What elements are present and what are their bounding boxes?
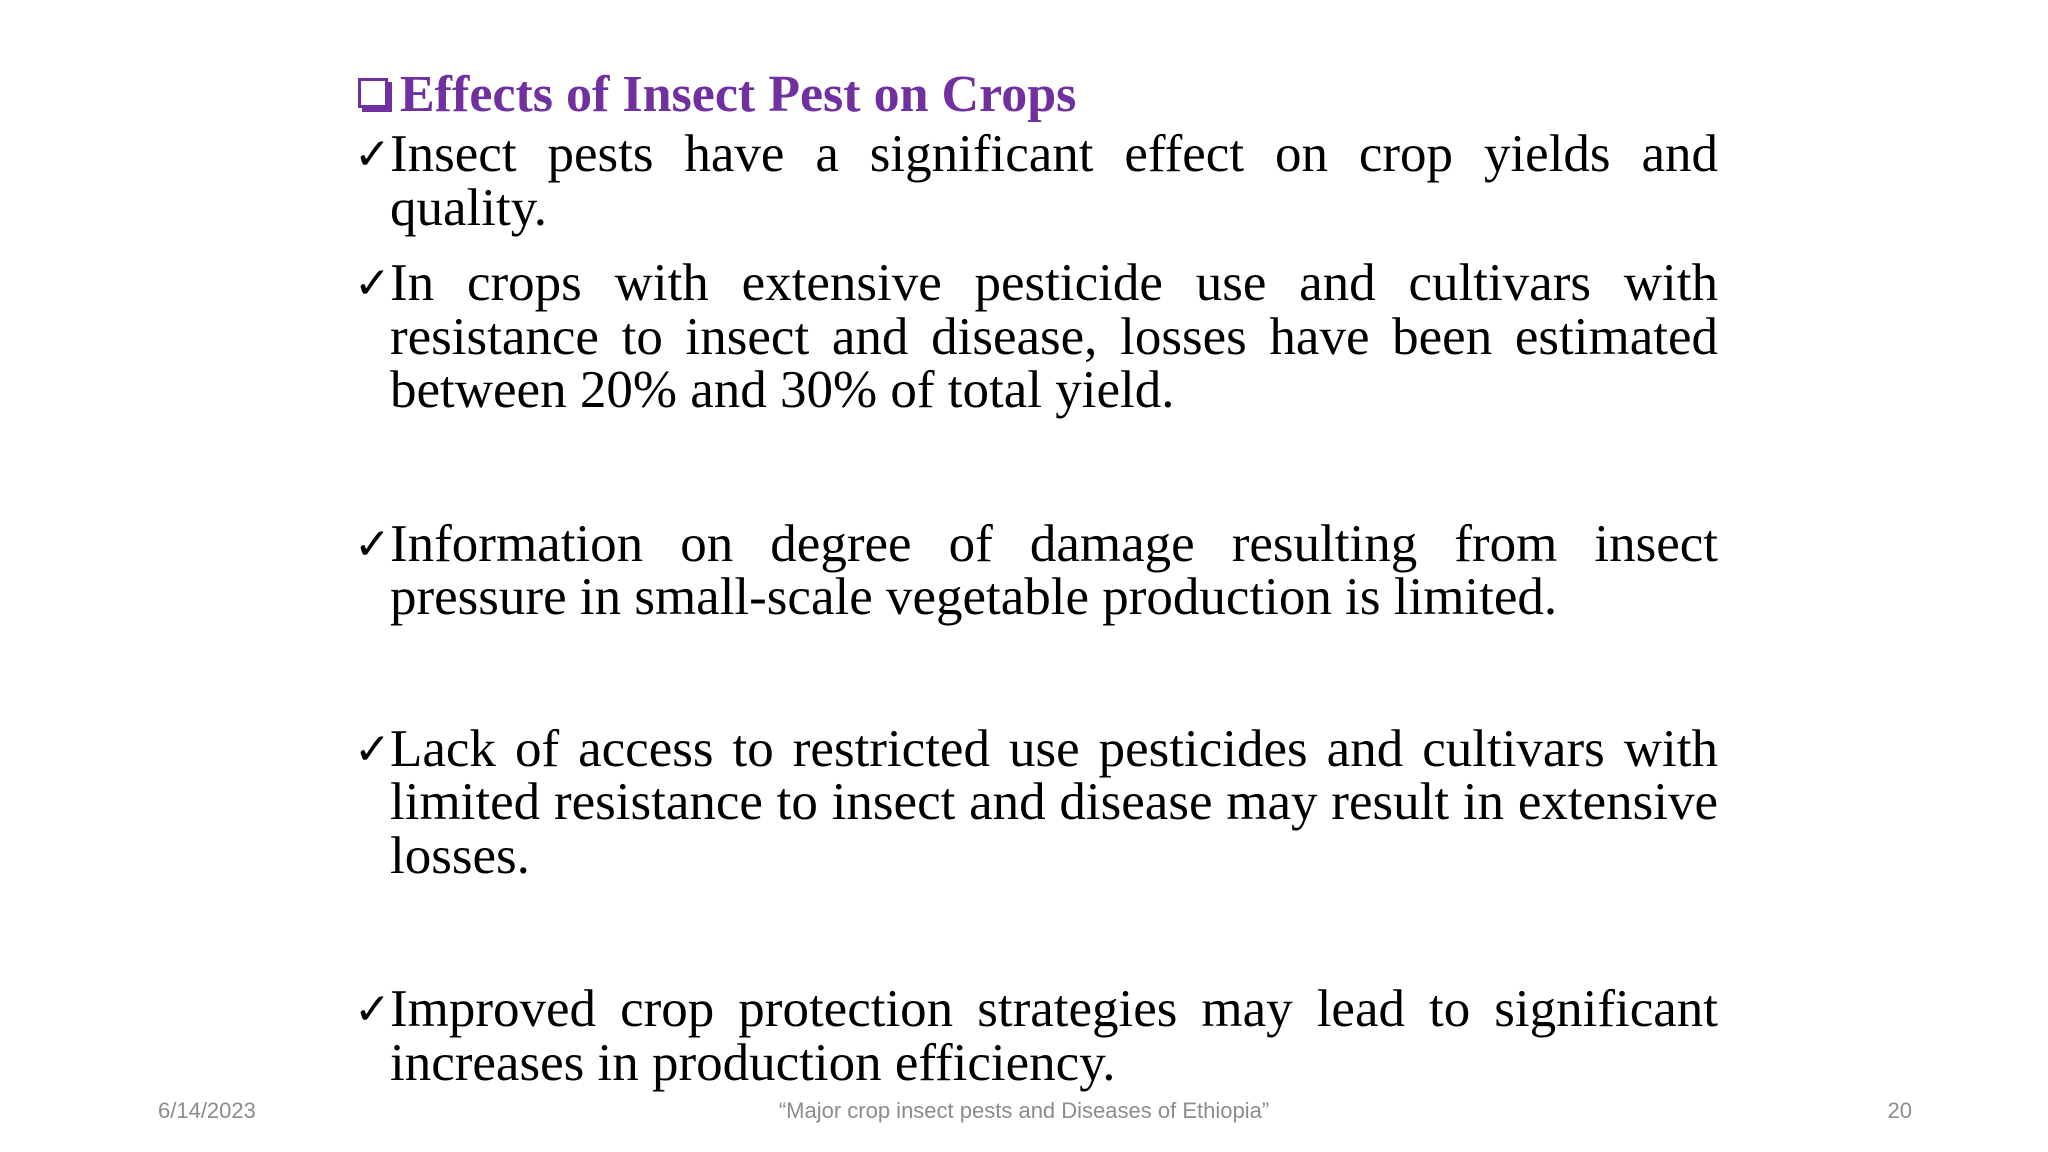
bullet-text: Information on degree of damage resulting from insect pressure in small-scale vegetable production is limited.	[390, 514, 1718, 626]
check-mark-icon: ✓	[354, 723, 391, 775]
check-mark-icon: ✓	[354, 258, 391, 309]
bullet-text: In crops with extensive pesticide use and cultivars with resistance to insect and disease, losses have been estimated between 20% and 30% of total yield.	[390, 254, 1718, 419]
bullet-text: Improved crop protection strategies may lead to significant increases in production efficiency.	[390, 980, 1718, 1092]
bullet-text: Lack of access to restricted use pesticides and cultivars with limited resistance to insect and disease may result in extensive losses.	[390, 719, 1718, 885]
bullet-item	[354, 719, 1718, 885]
slide-title-text: Effects of Insect Pest on Crops	[400, 66, 1077, 123]
check-mark-icon: ✓	[354, 518, 391, 570]
bullet-text: Insect pests have a significant effect on crop yields and quality.	[390, 125, 1718, 237]
footer-date: 6/14/2023	[158, 1098, 256, 1123]
check-mark-icon: ✓	[354, 984, 391, 1035]
bullet-item	[354, 980, 1718, 1092]
checkbox-square-icon	[358, 78, 388, 108]
page-number: 20	[1887, 1098, 1912, 1123]
footer-title: “Major crop insect pests and Diseases of Ethiopia”	[778, 1098, 1270, 1123]
slide-title	[356, 62, 1718, 128]
check-mark-icon: ✓	[354, 129, 391, 180]
bullet-item	[354, 125, 1718, 237]
slide-content	[356, 62, 1718, 1090]
bullet-item	[354, 254, 1718, 419]
bullet-item	[354, 514, 1718, 626]
